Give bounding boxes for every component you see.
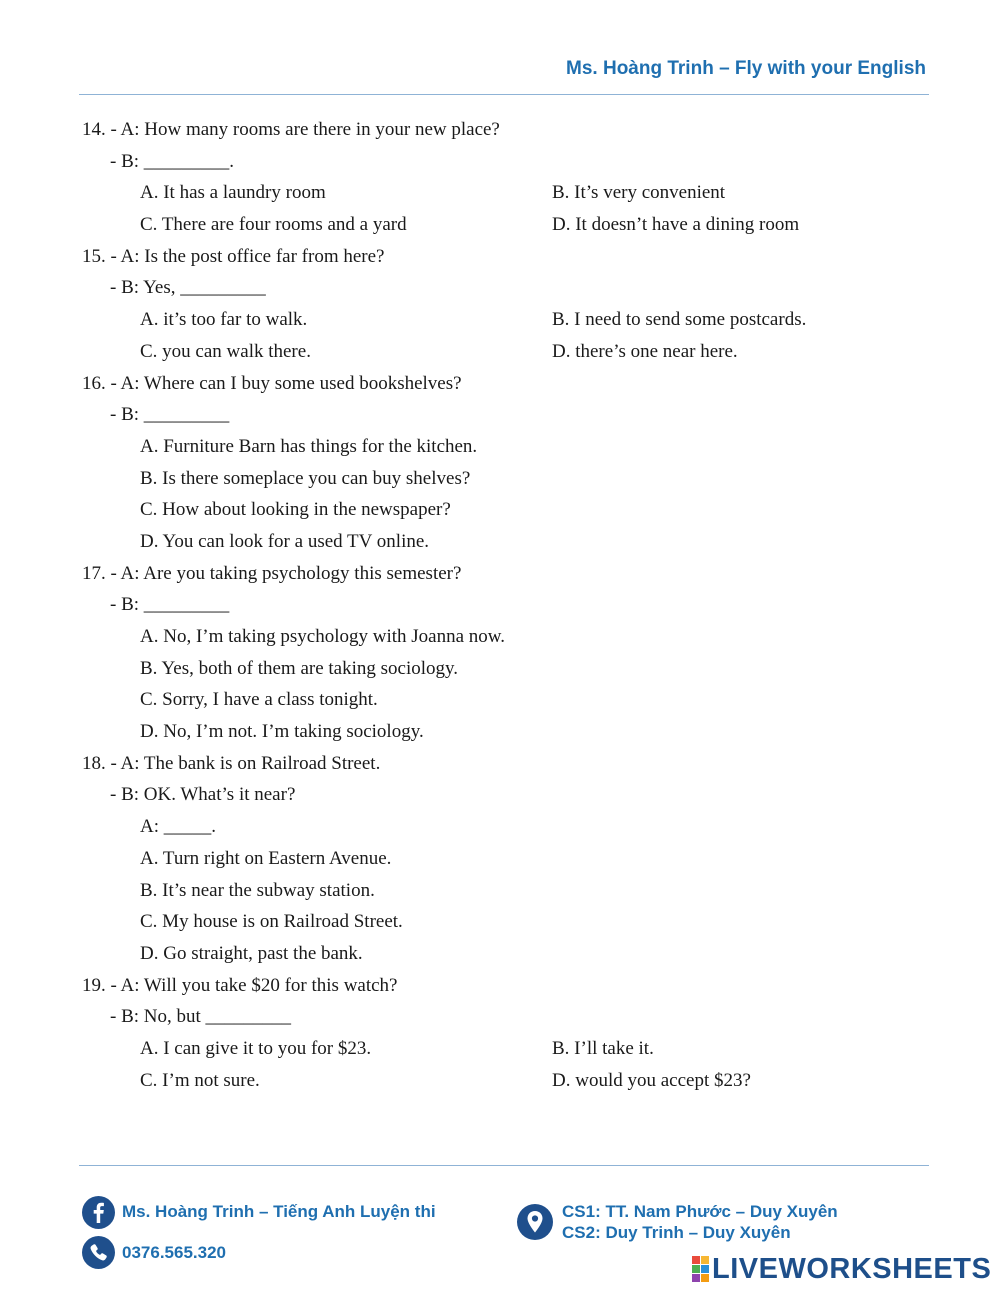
option-b[interactable]: B. I’ll take it. xyxy=(552,1037,654,1059)
option-c[interactable]: C. I’m not sure. xyxy=(140,1069,260,1091)
question-prompt: 18. - A: The bank is on Railroad Street. xyxy=(82,752,381,774)
option-d[interactable]: D. Go straight, past the bank. xyxy=(140,942,363,964)
option-d[interactable]: D. would you accept $23? xyxy=(552,1069,751,1091)
option-a[interactable]: A. No, I’m taking psychology with Joanna now. xyxy=(140,626,505,647)
liveworksheets-watermark xyxy=(692,1254,991,1284)
liveworksheets-wordmark: LIVEWORKSHEETS xyxy=(712,1253,992,1285)
option-b[interactable]: B. I need to send some postcards. xyxy=(552,309,807,331)
phone-icon xyxy=(82,1236,115,1269)
question-prompt: 17. - A: Are you taking psychology this semester? xyxy=(82,562,462,584)
question-response-blank: - B: _________ xyxy=(110,404,230,426)
option-c[interactable]: C. How about looking in the newspaper? xyxy=(140,499,451,521)
option-c[interactable]: C. There are four rooms and a yard xyxy=(140,214,407,236)
campus-2-address: CS2: Duy Trinh – Duy Xuyên xyxy=(562,1223,791,1242)
phone-number[interactable]: 0376.565.320 xyxy=(122,1243,226,1262)
question-14 xyxy=(82,114,942,241)
option-a[interactable]: A. Furniture Barn has things for the kitchen. xyxy=(140,435,478,457)
question-15 xyxy=(82,241,942,368)
question-response-blank: - B: No, but _________ xyxy=(110,1006,292,1028)
question-response-blank: - B: _________. xyxy=(110,150,235,172)
liveworksheets-logo-icon xyxy=(692,1256,709,1282)
footer-divider xyxy=(79,1165,929,1166)
option-c[interactable]: C. Sorry, I have a class tonight. xyxy=(140,689,378,711)
option-c[interactable]: C. you can walk there. xyxy=(140,340,311,362)
question-response-blank: A: _____. xyxy=(140,816,216,838)
option-b[interactable]: B. Yes, both of them are taking sociology. xyxy=(140,657,459,679)
option-row xyxy=(82,1033,942,1065)
question-prompt: 14. - A: How many rooms are there in your new place? xyxy=(82,119,500,140)
question-prompt: 16. - A: Where can I buy some used bookshelves? xyxy=(82,372,462,394)
option-a[interactable]: A. I can give it to you for $23. xyxy=(140,1037,372,1059)
option-a[interactable]: A. It has a laundry room xyxy=(140,182,326,204)
option-b[interactable]: B. It’s very convenient xyxy=(552,182,726,204)
option-d[interactable]: D. It doesn’t have a dining room xyxy=(552,214,800,236)
option-a[interactable]: A. it’s too far to walk. xyxy=(140,309,308,331)
question-prompt: 19. - A: Will you take $20 for this watch? xyxy=(82,974,398,996)
question-19 xyxy=(82,970,942,1097)
question-response: - B: OK. What’s it near? xyxy=(110,784,296,806)
question-17 xyxy=(82,558,942,748)
option-row xyxy=(82,1065,942,1097)
option-row xyxy=(82,209,942,241)
campus-1-address: CS1: TT. Nam Phước – Duy Xuyên xyxy=(562,1202,838,1221)
question-16 xyxy=(82,368,942,558)
facebook-icon xyxy=(82,1196,115,1229)
option-b[interactable]: B. It’s near the subway station. xyxy=(140,879,375,901)
header-divider xyxy=(79,94,929,95)
facebook-page-label[interactable]: Ms. Hoàng Trinh – Tiếng Anh Luyện thi xyxy=(122,1202,436,1221)
header-title: Ms. Hoàng Trinh – Fly with your English xyxy=(566,58,926,79)
option-d[interactable]: D. there’s one near here. xyxy=(552,340,738,362)
question-prompt: 15. - A: Is the post office far from here? xyxy=(82,245,385,267)
option-row xyxy=(82,304,942,336)
option-b[interactable]: B. Is there someplace you can buy shelves? xyxy=(140,467,471,489)
question-list xyxy=(82,114,942,1096)
option-c[interactable]: C. My house is on Railroad Street. xyxy=(140,911,403,933)
question-18 xyxy=(82,748,942,970)
question-response-blank: - B: _________ xyxy=(110,594,230,616)
option-row xyxy=(82,336,942,368)
option-d[interactable]: D. You can look for a used TV online. xyxy=(140,530,430,552)
question-response-blank: - B: Yes, _________ xyxy=(110,277,266,299)
option-row xyxy=(82,177,942,209)
option-a[interactable]: A. Turn right on Eastern Avenue. xyxy=(140,847,392,869)
option-d[interactable]: D. No, I’m not. I’m taking sociology. xyxy=(140,721,424,743)
location-pin-icon xyxy=(517,1204,553,1240)
